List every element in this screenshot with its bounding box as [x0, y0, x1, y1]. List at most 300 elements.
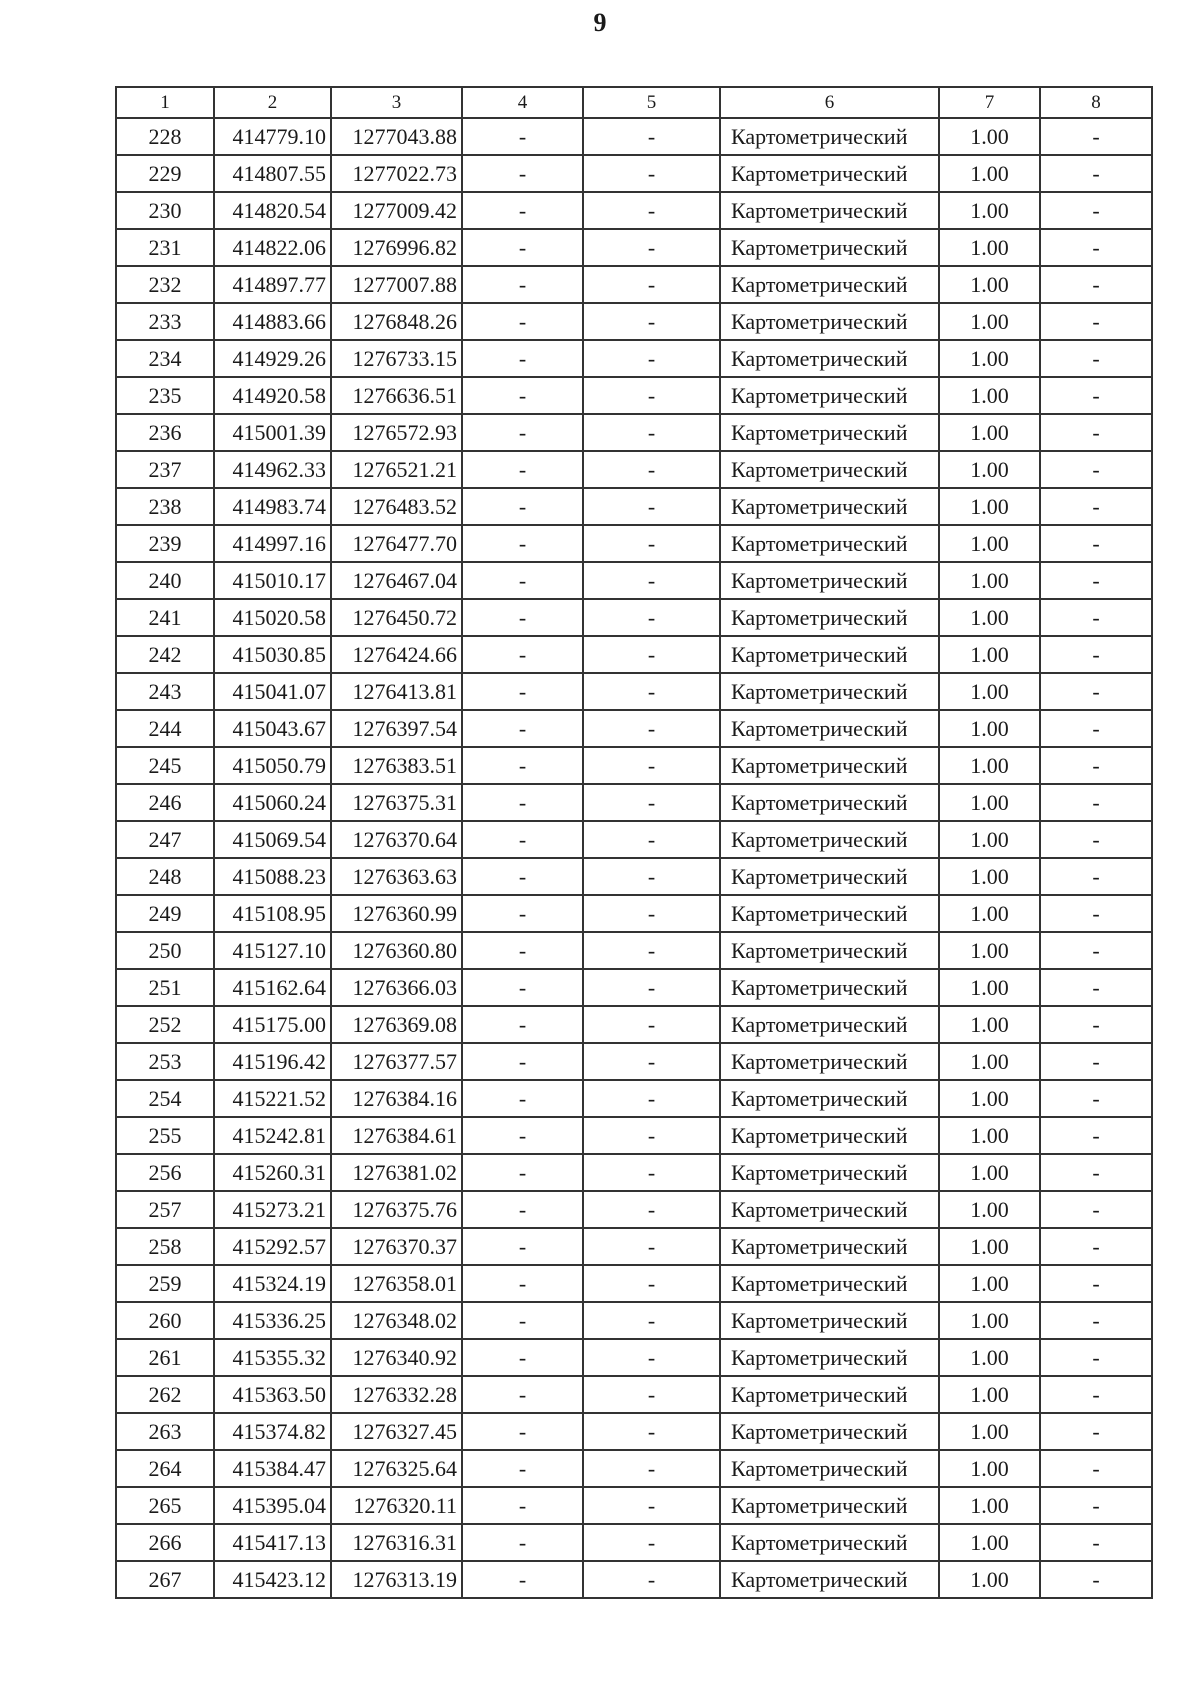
point-number-cell: 251	[116, 969, 214, 1006]
col-4-cell: -	[462, 1006, 583, 1043]
accuracy-cell: 1.00	[939, 1561, 1040, 1598]
coord-x-cell: 415260.31	[214, 1154, 331, 1191]
col-5-cell: -	[583, 1376, 720, 1413]
col-5-cell: -	[583, 710, 720, 747]
coord-y-cell: 1276450.72	[331, 599, 462, 636]
method-cell: Картометрический	[720, 155, 939, 192]
coord-x-cell: 415127.10	[214, 932, 331, 969]
col-4-cell: -	[462, 747, 583, 784]
col-5-cell: -	[583, 1302, 720, 1339]
point-number-cell: 262	[116, 1376, 214, 1413]
method-cell: Картометрический	[720, 1302, 939, 1339]
point-number-cell: 229	[116, 155, 214, 192]
method-cell: Картометрический	[720, 1117, 939, 1154]
col-8-cell: -	[1040, 969, 1152, 1006]
col-4-cell: -	[462, 340, 583, 377]
coord-x-cell: 415363.50	[214, 1376, 331, 1413]
table-row	[116, 1413, 1152, 1450]
table-row	[116, 1043, 1152, 1080]
accuracy-cell: 1.00	[939, 451, 1040, 488]
coord-x-cell: 414983.74	[214, 488, 331, 525]
col-8-cell: -	[1040, 155, 1152, 192]
accuracy-cell: 1.00	[939, 1080, 1040, 1117]
point-number-cell: 258	[116, 1228, 214, 1265]
point-number-cell: 261	[116, 1339, 214, 1376]
accuracy-cell: 1.00	[939, 1524, 1040, 1561]
col-4-cell: -	[462, 303, 583, 340]
col-8-cell: -	[1040, 488, 1152, 525]
coord-y-cell: 1276733.15	[331, 340, 462, 377]
method-cell: Картометрический	[720, 599, 939, 636]
coord-y-cell: 1276383.51	[331, 747, 462, 784]
col-5-cell: -	[583, 1413, 720, 1450]
table-row	[116, 303, 1152, 340]
col-8-cell: -	[1040, 784, 1152, 821]
coord-x-cell: 414820.54	[214, 192, 331, 229]
col-8-cell: -	[1040, 1561, 1152, 1598]
coord-x-cell: 415010.17	[214, 562, 331, 599]
table-row	[116, 636, 1152, 673]
coord-x-cell: 414997.16	[214, 525, 331, 562]
coord-y-cell: 1276467.04	[331, 562, 462, 599]
point-number-cell: 250	[116, 932, 214, 969]
col-4-cell: -	[462, 1117, 583, 1154]
col-8-cell: -	[1040, 710, 1152, 747]
table-row	[116, 525, 1152, 562]
accuracy-cell: 1.00	[939, 895, 1040, 932]
col-4-cell: -	[462, 451, 583, 488]
table-row	[116, 414, 1152, 451]
col-8-cell: -	[1040, 1413, 1152, 1450]
col-5-cell: -	[583, 340, 720, 377]
point-number-cell: 266	[116, 1524, 214, 1561]
col-5-cell: -	[583, 1339, 720, 1376]
accuracy-cell: 1.00	[939, 821, 1040, 858]
col-8-cell: -	[1040, 895, 1152, 932]
method-cell: Картометрический	[720, 710, 939, 747]
table-header	[116, 87, 1152, 118]
col-8-cell: -	[1040, 673, 1152, 710]
coordinates-table-container	[115, 86, 1151, 1599]
accuracy-cell: 1.00	[939, 340, 1040, 377]
coord-y-cell: 1276358.01	[331, 1265, 462, 1302]
coord-y-cell: 1276332.28	[331, 1376, 462, 1413]
accuracy-cell: 1.00	[939, 303, 1040, 340]
accuracy-cell: 1.00	[939, 414, 1040, 451]
col-5-cell: -	[583, 1043, 720, 1080]
method-cell: Картометрический	[720, 414, 939, 451]
accuracy-cell: 1.00	[939, 636, 1040, 673]
coord-x-cell: 414807.55	[214, 155, 331, 192]
point-number-cell: 230	[116, 192, 214, 229]
method-cell: Картометрический	[720, 1043, 939, 1080]
col-4-cell: -	[462, 229, 583, 266]
coord-y-cell: 1276370.37	[331, 1228, 462, 1265]
coord-x-cell: 415336.25	[214, 1302, 331, 1339]
coord-y-cell: 1276397.54	[331, 710, 462, 747]
coordinates-table	[115, 86, 1153, 1599]
accuracy-cell: 1.00	[939, 858, 1040, 895]
coord-y-cell: 1276483.52	[331, 488, 462, 525]
column-header-6: 6	[720, 87, 939, 118]
method-cell: Картометрический	[720, 266, 939, 303]
col-5-cell: -	[583, 377, 720, 414]
point-number-cell: 240	[116, 562, 214, 599]
coord-y-cell: 1276375.76	[331, 1191, 462, 1228]
col-5-cell: -	[583, 451, 720, 488]
point-number-cell: 241	[116, 599, 214, 636]
col-4-cell: -	[462, 858, 583, 895]
method-cell: Картометрический	[720, 525, 939, 562]
point-number-cell: 255	[116, 1117, 214, 1154]
table-row	[116, 1080, 1152, 1117]
point-number-cell: 253	[116, 1043, 214, 1080]
coord-y-cell: 1277007.88	[331, 266, 462, 303]
col-5-cell: -	[583, 414, 720, 451]
method-cell: Картометрический	[720, 377, 939, 414]
column-header-4: 4	[462, 87, 583, 118]
table-row	[116, 932, 1152, 969]
point-number-cell: 252	[116, 1006, 214, 1043]
col-5-cell: -	[583, 192, 720, 229]
point-number-cell: 236	[116, 414, 214, 451]
col-4-cell: -	[462, 821, 583, 858]
table-row	[116, 1302, 1152, 1339]
point-number-cell: 265	[116, 1487, 214, 1524]
point-number-cell: 267	[116, 1561, 214, 1598]
col-8-cell: -	[1040, 858, 1152, 895]
method-cell: Картометрический	[720, 1228, 939, 1265]
col-4-cell: -	[462, 1376, 583, 1413]
accuracy-cell: 1.00	[939, 710, 1040, 747]
coord-y-cell: 1276381.02	[331, 1154, 462, 1191]
method-cell: Картометрический	[720, 192, 939, 229]
col-5-cell: -	[583, 599, 720, 636]
point-number-cell: 239	[116, 525, 214, 562]
col-8-cell: -	[1040, 1117, 1152, 1154]
column-header-8: 8	[1040, 87, 1152, 118]
method-cell: Картометрический	[720, 340, 939, 377]
method-cell: Картометрический	[720, 673, 939, 710]
accuracy-cell: 1.00	[939, 1043, 1040, 1080]
point-number-cell: 235	[116, 377, 214, 414]
coord-x-cell: 414779.10	[214, 118, 331, 155]
method-cell: Картометрический	[720, 1561, 939, 1598]
point-number-cell: 259	[116, 1265, 214, 1302]
column-header-2: 2	[214, 87, 331, 118]
method-cell: Картометрический	[720, 821, 939, 858]
accuracy-cell: 1.00	[939, 488, 1040, 525]
col-4-cell: -	[462, 784, 583, 821]
coord-x-cell: 415242.81	[214, 1117, 331, 1154]
coord-y-cell: 1276366.03	[331, 969, 462, 1006]
coord-x-cell: 415221.52	[214, 1080, 331, 1117]
col-4-cell: -	[462, 895, 583, 932]
col-5-cell: -	[583, 1080, 720, 1117]
method-cell: Картометрический	[720, 1487, 939, 1524]
table-row	[116, 1524, 1152, 1561]
table-row	[116, 488, 1152, 525]
column-header-1: 1	[116, 87, 214, 118]
coord-y-cell: 1276370.64	[331, 821, 462, 858]
coord-x-cell: 415030.85	[214, 636, 331, 673]
table-row	[116, 1265, 1152, 1302]
col-5-cell: -	[583, 1117, 720, 1154]
table-row	[116, 599, 1152, 636]
table-row	[116, 710, 1152, 747]
col-8-cell: -	[1040, 747, 1152, 784]
coord-y-cell: 1276363.63	[331, 858, 462, 895]
col-5-cell: -	[583, 1561, 720, 1598]
coord-y-cell: 1276424.66	[331, 636, 462, 673]
coord-y-cell: 1276377.57	[331, 1043, 462, 1080]
col-8-cell: -	[1040, 1487, 1152, 1524]
col-5-cell: -	[583, 1191, 720, 1228]
coord-y-cell: 1276340.92	[331, 1339, 462, 1376]
col-8-cell: -	[1040, 118, 1152, 155]
method-cell: Картометрический	[720, 1376, 939, 1413]
coord-y-cell: 1276477.70	[331, 525, 462, 562]
point-number-cell: 248	[116, 858, 214, 895]
method-cell: Картометрический	[720, 1524, 939, 1561]
col-8-cell: -	[1040, 340, 1152, 377]
table-row	[116, 229, 1152, 266]
col-5-cell: -	[583, 932, 720, 969]
point-number-cell: 249	[116, 895, 214, 932]
col-4-cell: -	[462, 1154, 583, 1191]
col-5-cell: -	[583, 673, 720, 710]
coord-x-cell: 415423.12	[214, 1561, 331, 1598]
accuracy-cell: 1.00	[939, 1450, 1040, 1487]
col-5-cell: -	[583, 525, 720, 562]
col-5-cell: -	[583, 1228, 720, 1265]
col-5-cell: -	[583, 1006, 720, 1043]
method-cell: Картометрический	[720, 1339, 939, 1376]
accuracy-cell: 1.00	[939, 599, 1040, 636]
col-5-cell: -	[583, 821, 720, 858]
point-number-cell: 232	[116, 266, 214, 303]
col-4-cell: -	[462, 562, 583, 599]
coord-y-cell: 1276521.21	[331, 451, 462, 488]
accuracy-cell: 1.00	[939, 266, 1040, 303]
method-cell: Картометрический	[720, 229, 939, 266]
coord-y-cell: 1276327.45	[331, 1413, 462, 1450]
col-4-cell: -	[462, 1228, 583, 1265]
method-cell: Картометрический	[720, 1413, 939, 1450]
coord-x-cell: 415069.54	[214, 821, 331, 858]
col-8-cell: -	[1040, 562, 1152, 599]
coord-y-cell: 1276325.64	[331, 1450, 462, 1487]
coord-x-cell: 415001.39	[214, 414, 331, 451]
table-row	[116, 673, 1152, 710]
page-number: 9	[593, 8, 607, 37]
accuracy-cell: 1.00	[939, 155, 1040, 192]
col-8-cell: -	[1040, 599, 1152, 636]
accuracy-cell: 1.00	[939, 784, 1040, 821]
coord-y-cell: 1277043.88	[331, 118, 462, 155]
col-4-cell: -	[462, 1413, 583, 1450]
coord-y-cell: 1276572.93	[331, 414, 462, 451]
table-row	[116, 340, 1152, 377]
accuracy-cell: 1.00	[939, 1413, 1040, 1450]
accuracy-cell: 1.00	[939, 1339, 1040, 1376]
col-4-cell: -	[462, 673, 583, 710]
col-4-cell: -	[462, 1302, 583, 1339]
accuracy-cell: 1.00	[939, 1265, 1040, 1302]
col-8-cell: -	[1040, 1154, 1152, 1191]
coord-x-cell: 414920.58	[214, 377, 331, 414]
col-8-cell: -	[1040, 1376, 1152, 1413]
coord-y-cell: 1276375.31	[331, 784, 462, 821]
coord-y-cell: 1276384.61	[331, 1117, 462, 1154]
method-cell: Картометрический	[720, 969, 939, 1006]
col-4-cell: -	[462, 969, 583, 1006]
coord-y-cell: 1276360.80	[331, 932, 462, 969]
point-number-cell: 245	[116, 747, 214, 784]
col-8-cell: -	[1040, 1524, 1152, 1561]
accuracy-cell: 1.00	[939, 1154, 1040, 1191]
point-number-cell: 256	[116, 1154, 214, 1191]
col-5-cell: -	[583, 1265, 720, 1302]
col-8-cell: -	[1040, 932, 1152, 969]
accuracy-cell: 1.00	[939, 1117, 1040, 1154]
accuracy-cell: 1.00	[939, 229, 1040, 266]
table-row	[116, 377, 1152, 414]
table-row	[116, 266, 1152, 303]
col-4-cell: -	[462, 710, 583, 747]
col-8-cell: -	[1040, 414, 1152, 451]
coord-x-cell: 415088.23	[214, 858, 331, 895]
coord-x-cell: 415050.79	[214, 747, 331, 784]
coord-x-cell: 415374.82	[214, 1413, 331, 1450]
col-8-cell: -	[1040, 525, 1152, 562]
col-4-cell: -	[462, 414, 583, 451]
col-4-cell: -	[462, 1339, 583, 1376]
coord-y-cell: 1276636.51	[331, 377, 462, 414]
coord-y-cell: 1276413.81	[331, 673, 462, 710]
point-number-cell: 243	[116, 673, 214, 710]
point-number-cell: 228	[116, 118, 214, 155]
method-cell: Картометрический	[720, 895, 939, 932]
coord-x-cell: 414962.33	[214, 451, 331, 488]
col-5-cell: -	[583, 1154, 720, 1191]
col-4-cell: -	[462, 155, 583, 192]
coord-x-cell: 414897.77	[214, 266, 331, 303]
method-cell: Картометрический	[720, 858, 939, 895]
col-5-cell: -	[583, 229, 720, 266]
col-4-cell: -	[462, 525, 583, 562]
point-number-cell: 263	[116, 1413, 214, 1450]
accuracy-cell: 1.00	[939, 1191, 1040, 1228]
col-8-cell: -	[1040, 1450, 1152, 1487]
coord-y-cell: 1277022.73	[331, 155, 462, 192]
col-4-cell: -	[462, 488, 583, 525]
col-5-cell: -	[583, 747, 720, 784]
accuracy-cell: 1.00	[939, 747, 1040, 784]
point-number-cell: 242	[116, 636, 214, 673]
col-4-cell: -	[462, 1524, 583, 1561]
table-row	[116, 155, 1152, 192]
coord-y-cell: 1277009.42	[331, 192, 462, 229]
header-row	[116, 87, 1152, 118]
coord-x-cell: 414883.66	[214, 303, 331, 340]
col-5-cell: -	[583, 1450, 720, 1487]
table-row	[116, 192, 1152, 229]
col-8-cell: -	[1040, 377, 1152, 414]
coord-x-cell: 414929.26	[214, 340, 331, 377]
point-number-cell: 238	[116, 488, 214, 525]
col-8-cell: -	[1040, 1191, 1152, 1228]
col-4-cell: -	[462, 932, 583, 969]
coord-y-cell: 1276369.08	[331, 1006, 462, 1043]
column-header-5: 5	[583, 87, 720, 118]
coord-y-cell: 1276313.19	[331, 1561, 462, 1598]
column-header-3: 3	[331, 87, 462, 118]
col-4-cell: -	[462, 1450, 583, 1487]
table-row	[116, 969, 1152, 1006]
col-4-cell: -	[462, 377, 583, 414]
coord-y-cell: 1276360.99	[331, 895, 462, 932]
coord-x-cell: 415395.04	[214, 1487, 331, 1524]
coord-x-cell: 415292.57	[214, 1228, 331, 1265]
table-row	[116, 1561, 1152, 1598]
point-number-cell: 244	[116, 710, 214, 747]
accuracy-cell: 1.00	[939, 673, 1040, 710]
table-row	[116, 1154, 1152, 1191]
col-5-cell: -	[583, 155, 720, 192]
coord-x-cell: 415384.47	[214, 1450, 331, 1487]
col-4-cell: -	[462, 192, 583, 229]
coord-y-cell: 1276996.82	[331, 229, 462, 266]
coord-x-cell: 415355.32	[214, 1339, 331, 1376]
table-row	[116, 562, 1152, 599]
col-5-cell: -	[583, 488, 720, 525]
col-4-cell: -	[462, 1080, 583, 1117]
col-5-cell: -	[583, 858, 720, 895]
col-8-cell: -	[1040, 303, 1152, 340]
col-5-cell: -	[583, 1524, 720, 1561]
col-5-cell: -	[583, 969, 720, 1006]
coord-y-cell: 1276848.26	[331, 303, 462, 340]
col-8-cell: -	[1040, 1265, 1152, 1302]
col-5-cell: -	[583, 303, 720, 340]
table-row	[116, 821, 1152, 858]
point-number-cell: 257	[116, 1191, 214, 1228]
point-number-cell: 247	[116, 821, 214, 858]
table-row	[116, 747, 1152, 784]
col-4-cell: -	[462, 599, 583, 636]
point-number-cell: 254	[116, 1080, 214, 1117]
col-8-cell: -	[1040, 229, 1152, 266]
coord-x-cell: 415060.24	[214, 784, 331, 821]
accuracy-cell: 1.00	[939, 1006, 1040, 1043]
table-row	[116, 1191, 1152, 1228]
col-5-cell: -	[583, 1487, 720, 1524]
table-row	[116, 858, 1152, 895]
col-4-cell: -	[462, 1487, 583, 1524]
point-number-cell: 260	[116, 1302, 214, 1339]
table-row	[116, 451, 1152, 488]
col-8-cell: -	[1040, 1006, 1152, 1043]
table-row	[116, 1117, 1152, 1154]
method-cell: Картометрический	[720, 488, 939, 525]
table-body	[116, 118, 1152, 1598]
coord-y-cell: 1276348.02	[331, 1302, 462, 1339]
table-row	[116, 1450, 1152, 1487]
col-4-cell: -	[462, 1043, 583, 1080]
col-8-cell: -	[1040, 636, 1152, 673]
coord-y-cell: 1276316.31	[331, 1524, 462, 1561]
